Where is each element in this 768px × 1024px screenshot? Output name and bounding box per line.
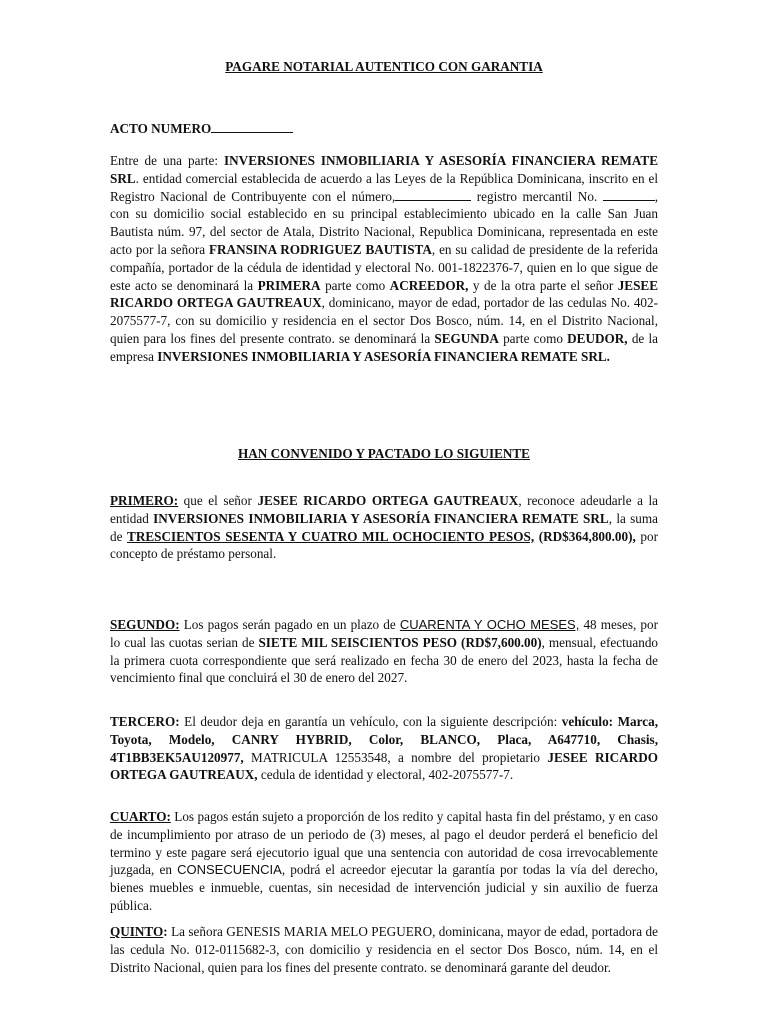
clause-cuarto xyxy=(110,808,658,915)
intro-text-5: , en su calidad de presidente de la referida compañía, portador de la cédula de identidad y electoral No. 001-1822376-7, quien en lo que sigue de este acto se denominará la xyxy=(110,241,659,293)
intro-paragraph xyxy=(110,152,658,366)
primero-label: PRIMERO: xyxy=(110,493,179,508)
vehicle-owner: JESEE RICARDO ORTEGA GAUTREAUX, xyxy=(110,749,658,783)
primera-label: PRIMERA xyxy=(257,277,321,293)
deudor-label: DEUDOR, xyxy=(567,330,628,346)
intro-text-3: registro mercantil No. xyxy=(471,188,603,204)
acto-numero-blank xyxy=(211,120,293,133)
primero-text-1: que el señor xyxy=(178,493,258,508)
primero-text-3: , la suma de xyxy=(110,510,658,544)
consecuencia-word: CONSECUENCIA xyxy=(177,862,282,878)
intro-text-7: y de la otra parte el señor xyxy=(468,277,618,293)
registro-mercantil-blank xyxy=(603,188,655,201)
vehicle-description: vehículo: Marca, Toyota, Modelo, CANRY HYBRID, Color, BLANCO, Placa, A647710, Chasis, 4T1BB3EK5AU120977, xyxy=(110,714,658,765)
quinto-text-1: La señora GENESIS MARIA MELO PEGUERO, dominicana, mayor de edad, portadora de las cedula No. 012-0115682-3, con domicilio y residencia en el sector Dos Bosco, núm. 14, en el Distrito Nacional, quien para los fines del presente contrato. se denominará garante del deudor. xyxy=(110,924,658,975)
clause-segundo xyxy=(110,616,658,687)
quota-amount: SIETE MIL SEISCIENTOS PESO (RD$7,600.00) xyxy=(258,634,542,650)
segundo-text-2: 48 meses, por lo cual las cuotas serian de xyxy=(110,617,658,650)
segundo-label: SEGUNDO: xyxy=(110,617,180,632)
intro-text-4: , con su domicilio social establecido en su principal establecimiento ubicado en la calle San Juan Bautista núm. 97, del sector de Atala, Distrito Nacional, Republica Dominicana, representada en este acto por la señora xyxy=(110,188,658,257)
representative-name: FRANSINA RODRIGUEZ BAUTISTA xyxy=(208,241,432,257)
primero-text-2: , reconoce adeudarle a la entidad xyxy=(110,493,659,526)
document-title: PAGARE NOTARIAL AUTENTICO CON GARANTIA xyxy=(225,59,543,74)
clause-quinto xyxy=(110,923,658,976)
quinto-label: QUINTO xyxy=(110,924,164,939)
cuarto-text-2: , podrá el acreedor ejecutar la garantía por todas la vía del derecho, bienes muebles e inmueble, cuentas, sin necesidad de intervención judicial y sin auxilio de fuerza pública. xyxy=(110,862,658,913)
cuarto-label: CUARTO: xyxy=(110,809,171,824)
cuarto-text-1: Los pagos están sujeto a proporción de los redito y capital hasta fin del préstamo, y en caso de incumplimiento por atraso de un periodo de (3) meses, al pago el deudor perderá el beneficio del termino y este pagare será ejecutorio igual que una sentencia con autoridad de cosa irrevocablemente juzgada, en xyxy=(110,809,658,878)
primero-text-4: por concepto de préstamo personal. xyxy=(110,528,658,562)
intro-text-9: parte como xyxy=(498,330,568,346)
intro-text-2: . entidad comercial establecida de acuerdo a las Leyes de la República Dominicana, inscrito en el Registro Nacional de Contribuyente con el número, xyxy=(110,170,658,204)
intro-text-1: Entre de una parte: xyxy=(110,153,225,168)
intro-text-8: , dominicano, mayor de edad, portador de las cedulas No. 402-2075577-7, con su domicilio y residencia en el sector Dos Bosco, núm. 14, en el Distrito Nacional, quien para los fines del presente contrato. se denominará la xyxy=(110,295,658,346)
acto-numero-label: ACTO NUMERO xyxy=(110,121,212,136)
creditor-name: INVERSIONES INMOBILIARIA Y ASESORÍA FINANCIERA REMATE SRL xyxy=(110,153,658,186)
company-name-end: INVERSIONES INMOBILIARIA Y ASESORÍA FINANCIERA REMATE SRL. xyxy=(157,348,610,364)
quinto-colon: : xyxy=(163,924,168,939)
acto-numero-line xyxy=(110,120,658,138)
contribuyente-number-blank xyxy=(395,188,471,201)
tercero-text-3: cedula de identidad y electoral, 402-2075577-7. xyxy=(257,767,514,783)
segundo-text-3: , mensual, efectuando la primera cuota correspondiente que será realizado en fecha 30 de enero del 2023, hasta la fecha de vencimiento final que concluirá el 30 de enero del 2027. xyxy=(110,634,659,686)
amount-in-words: TRESCIENTOS SESENTA Y CUATRO MIL OCHOCIENTO PESOS, xyxy=(127,528,535,544)
clause-tercero xyxy=(110,713,658,784)
tercero-text-2: MATRICULA 12553548, a nombre del propietario xyxy=(243,749,548,765)
debtor-name: JESEE RICARDO ORTEGA GAUTREAUX xyxy=(110,277,659,311)
term-in-words: CUARENTA Y OCHO MESES, xyxy=(399,617,580,632)
section-title: HAN CONVENIDO Y PACTADO LO SIGUIENTE xyxy=(238,446,530,461)
tercero-label: TERCERO: xyxy=(110,714,180,729)
primero-debtor: JESEE RICARDO ORTEGA GAUTREAUX xyxy=(257,493,519,508)
segundo-text-1: Los pagos serán pagado en un plazo de xyxy=(179,617,400,632)
intro-text-10: de la empresa xyxy=(110,330,658,364)
segunda-label: SEGUNDA xyxy=(434,330,499,346)
clause-primero xyxy=(110,492,658,563)
acreedor-label: ACREEDOR, xyxy=(389,277,469,293)
tercero-text-1: El deudor deja en garantía un vehículo, con la siguiente descripción: xyxy=(179,714,562,729)
intro-text-6: parte como xyxy=(320,277,390,293)
amount-value: (RD$364,800.00), xyxy=(534,528,636,544)
primero-company: INVERSIONES INMOBILIARIA Y ASESORÍA FINANCIERA REMATE SRL xyxy=(153,510,609,526)
